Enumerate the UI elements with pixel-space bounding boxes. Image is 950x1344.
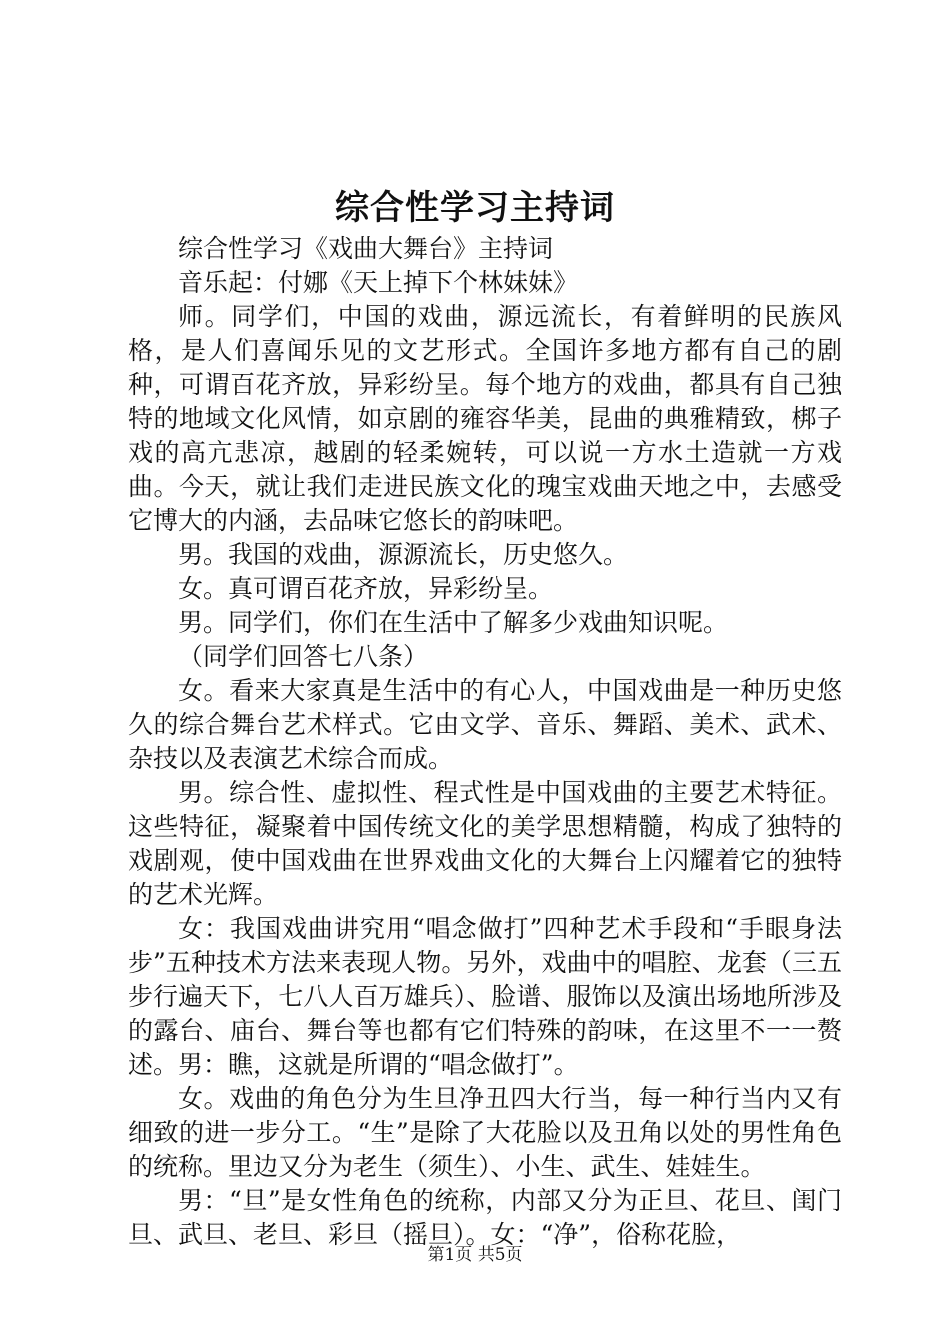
paragraph: 综合性学习《戏曲大舞台》主持词 — [178, 234, 554, 263]
paragraph: 男。我国的戏曲，源源流长，历史悠久。 — [178, 540, 629, 569]
paragraph: 女。戏曲的角色分为生旦净丑四大行当，每一种行当内又有细致的进一步分工。“生”是除了大花脸以及丑角以处的男性角色的统称。里边又分为老生（须生）、小生、武生、娃娃生。 — [128, 1084, 842, 1181]
paragraph: 音乐起：付娜《天上掉下个林妹妹》 — [178, 268, 579, 297]
paragraph: 男。综合性、虚拟性、程式性是中国戏曲的主要艺术特征。这些特征，凝聚着中国传统文化的美学思想精髓，构成了独特的戏剧观，使中国戏曲在世界戏曲文化的大舞台上闪耀着它的独特的艺术光辉。 — [128, 778, 842, 909]
paragraph: 女：我国戏曲讲究用“唱念做打”四种艺术手段和“手眼身法步”五种技术方法来表现人物。另外，戏曲中的唱腔、龙套（三五步行遍天下，七八人百万雄兵）、脸谱、服饰以及演出场地所涉及的露台、庙台、舞台等也都有它们特殊的韵味，在这里不一一赘述。男：瞧，这就是所谓的“唱念做打”。 — [128, 914, 842, 1079]
paragraph: （同学们回答七八条） — [178, 642, 429, 671]
document-body — [128, 232, 842, 1252]
paragraph: 男：“旦”是女性角色的统称，内部又分为正旦、花旦、闺门旦、武旦、老旦、彩旦（摇旦）。女：“净”，俗称花脸， — [128, 1186, 842, 1249]
document-title: 综合性学习主持词 — [335, 188, 615, 228]
paragraph: 男。同学们，你们在生活中了解多少戏曲知识呢。 — [178, 608, 729, 637]
paragraph: 女。看来大家真是生活中的有心人，中国戏曲是一种历史悠久的综合舞台艺术样式。它由文学、音乐、舞蹈、美术、武术、杂技以及表演艺术综合而成。 — [128, 676, 842, 773]
paragraph: 女。真可谓百花齐放，异彩纷呈。 — [178, 574, 554, 603]
paragraph: 师。同学们，中国的戏曲，源远流长，有着鲜明的民族风格，是人们喜闻乐见的文艺形式。全国许多地方都有自己的剧种，可谓百花齐放，异彩纷呈。每个地方的戏曲，都具有自己独特的地域文化风情，如京剧的雍容华美，昆曲的典雅精致，梆子戏的高亢悲凉，越剧的轻柔婉转，可以说一方水土造就一方戏曲。今天，就让我们走进民族文化的瑰宝戏曲天地之中，去感受它博大的内涵，去品味它悠长的韵味吧。 — [128, 302, 842, 535]
page-number: 第1页 共5页 — [427, 1245, 523, 1265]
